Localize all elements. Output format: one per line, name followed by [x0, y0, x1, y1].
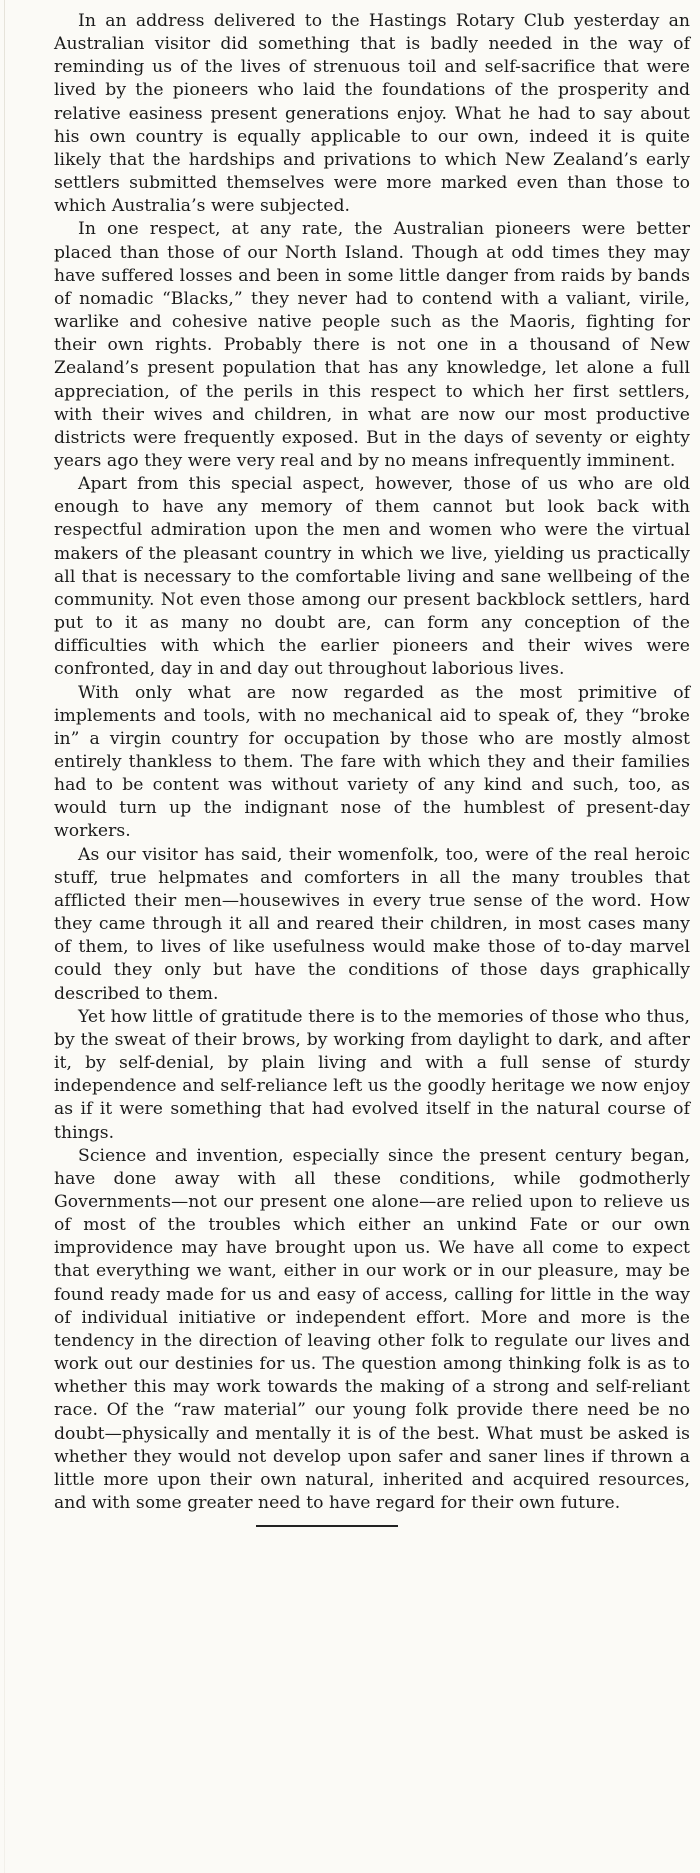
article-column — [54, 10, 690, 1515]
end-rule-divider — [256, 1525, 398, 1527]
paragraph-5: As our visitor has said, their womenfolk, too, were of the real heroic stuff, true helpmates and comforters in all the many troubles that afflicted their men—housewives in every true sense of the word. How they came through it all and reared their children, in most cases many of them, to lives of like usefulness would make those of to-day marvel could they only but have the conditions of those days graphically described to them. — [54, 844, 690, 1004]
paragraph-1: In an address delivered to the Hastings Rotary Club yesterday an Australian visitor did something that is badly needed in the way of reminding us of the lives of strenuous toil and self-sacrifice that were lived by the pioneers who laid the foundations of the prosperity and relative easiness present generations enjoy. What he had to say about his own country is equally applicable to our own, indeed it is quite likely that the hardships and privations to which New Zealand’s early settlers submitted themselves were more marked even than those to which Australia’s were subjected. — [54, 11, 690, 217]
paragraph-2: In one respect, at any rate, the Australian pioneers were better placed than those of our North Island. Though at odd times they may have suffered losses and been in some little danger from raids by bands of nomadic “Blacks,” they never had to contend with a valiant, virile, warlike and cohesive native people such as the Maoris, fighting for their own rights. Probably there is not one in a thousand of New Zealand’s present population that has any knowledge, let alone a full appreciation, of the perils in this respect to which her first settlers, with their wives and children, in what are now our most productive districts were frequently exposed. But in the days of seventy or eighty years ago they were very real and by no means infrequently imminent. — [54, 219, 690, 471]
page-edge — [4, 0, 5, 1873]
paragraph-3: Apart from this special aspect, however, those of us who are old enough to have any memory of them cannot but look back with respectful admiration upon the men and women who were the virtual makers of the pleasant country in which we live, yielding us practically all that is necessary to the comfortable living and sane wellbeing of the community. Not even those among our present backblock settlers, hard put to it as many no doubt are, can form any conception of the difficulties with which the earlier pioneers and their wives were confronted, day in and day out throughout laborious lives. — [54, 474, 690, 680]
paragraph-7: Science and invention, especially since the present century began, have done away with all these conditions, while godmotherly Governments—not our present one alone—are relied upon to relieve us of most of the troubles which either an unkind Fate or our own improvidence may have brought upon us. We have all come to expect that everything we want, either in our work or in our pleasure, may be found ready made for us and easy of access, calling for little in the way of individual initiative or independent effort. More and more is the tendency in the direction of leaving other folk to regulate our lives and work out our destinies for us. The question among thinking folk is as to whether this may work towards the making of a strong and self-reliant race. Of the “raw material” our young folk provide there need be no doubt—physically and mentally it is of the best. What must be asked is whether they would not develop upon safer and saner lines if thrown a little more upon their own natural, inherited and acquired resources, and with some greater need to have regard for their own future. — [54, 1145, 690, 1513]
paragraph-6: Yet how little of gratitude there is to the memories of those who thus, by the sweat of their brows, by working from daylight to dark, and after it, by self-denial, by plain living and with a full sense of sturdy independence and self-reliance left us the goodly heritage we now enjoy as if it were something that had evolved itself in the natural course of things. — [54, 1006, 690, 1143]
paragraph-4: With only what are now regarded as the most primitive of implements and tools, with no mechanical aid to speak of, they “broke in” a virgin country for occupation by those who are mostly almost entirely thankless to them. The fare with which they and their families had to be content was without variety of any kind and such, too, as would turn up the indignant nose of the humblest of present-day workers. — [54, 682, 690, 842]
